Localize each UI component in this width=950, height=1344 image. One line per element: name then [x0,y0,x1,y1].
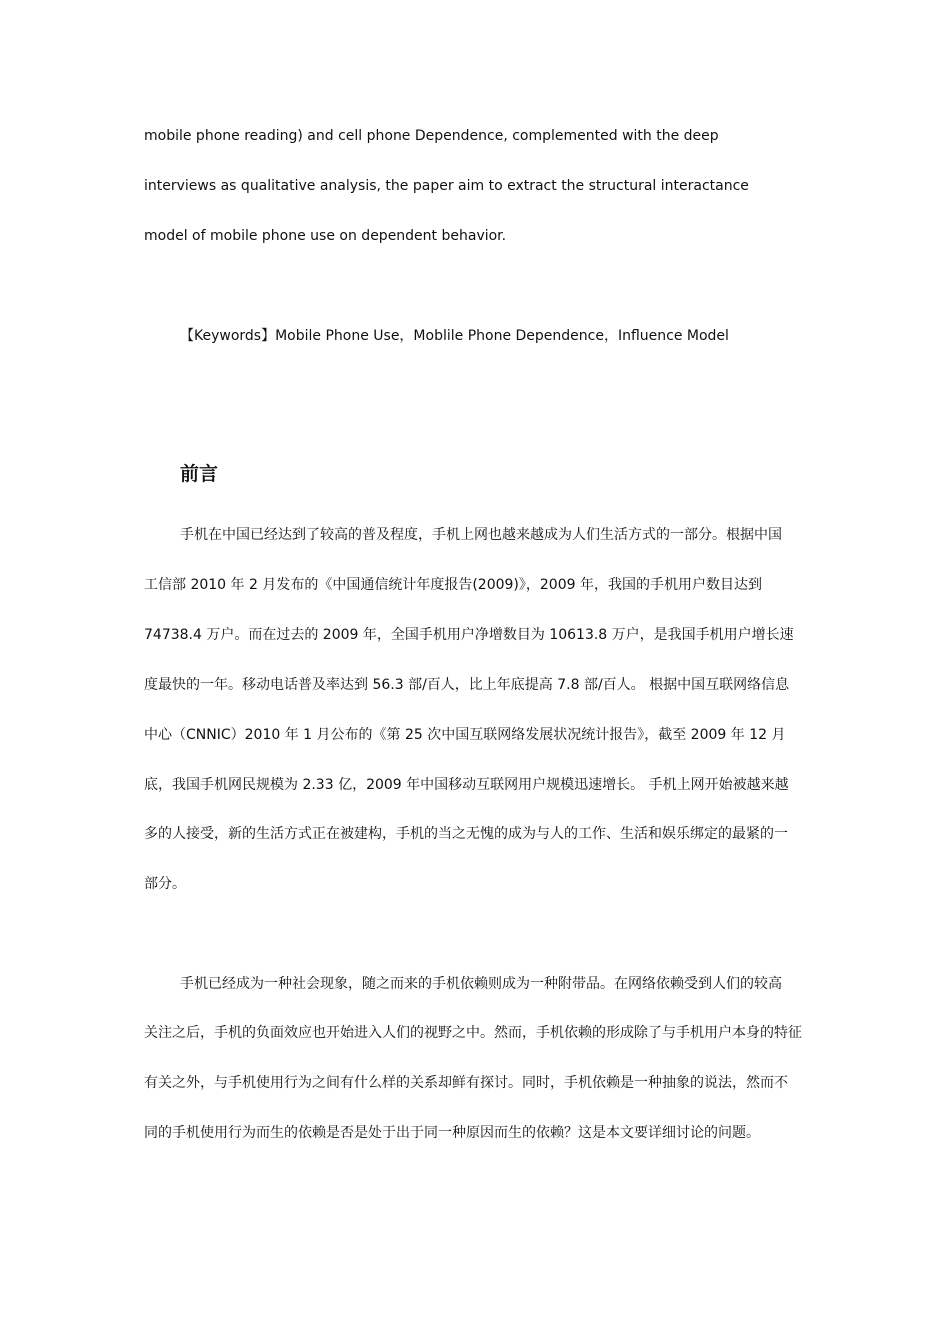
paragraph-line: 多的人接受，新的生活方式正在被建构，手机的当之无愧的成为与人的工作、生活和娱乐绑定的最紧的一 [144,826,788,842]
paragraph-line: 度最快的一年。移动电话普及率达到 56.3 部/百人，比上年底提高 7.8 部/百人。 根据中国互联网络信息 [144,677,790,693]
paragraph-line: 部分。 [144,876,186,892]
paragraph-line: 底，我国手机网民规模为 2.33 亿，2009 年中国移动互联网用户规模迅速增长。 手机上网开始被越来越 [144,777,789,793]
paragraph-line: 有关之外，与手机使用行为之间有什么样的关系却鲜有探讨。同时，手机依赖是一种抽象的说法，然而不 [144,1075,788,1091]
keywords-line: 【Keywords】Mobile Phone Use，Moblile Phone Dependence，Influence Model [180,328,729,344]
abstract-line: model of mobile phone use on dependent behavior. [144,228,507,244]
paragraph-line: 同的手机使用行为而生的依赖是否是处于出于同一种原因而生的依赖？这是本文要详细讨论的问题。 [144,1125,760,1141]
paragraph-line: 中心（CNNIC）2010 年 1 月公布的《第 25 次中国互联网络发展状况统计报告》，截至 2009 年 12 月 [144,727,786,743]
abstract-line: interviews as qualitative analysis, the paper aim to extract the structural interactance [144,178,749,194]
abstract-line: mobile phone reading) and cell phone Dependence, complemented with the deep [144,128,719,144]
paragraph-line: 工信部 2010 年 2 月发布的《中国通信统计年度报告(2009)》，2009 年，我国的手机用户数目达到 [144,577,762,593]
section-title: 前言 [180,463,219,485]
paragraph-line: 手机已经成为一种社会现象，随之而来的手机依赖则成为一种附带品。在网络依赖受到人们的较高 [180,976,782,992]
paragraph-line: 手机在中国已经达到了较高的普及程度，手机上网也越来越成为人们生活方式的一部分。根据中国 [180,527,782,543]
paragraph-line: 关注之后，手机的负面效应也开始进入人们的视野之中。然而，手机依赖的形成除了与手机用户本身的特征 [144,1025,802,1041]
paragraph-line: 74738.4 万户。而在过去的 2009 年，全国手机用户净增数目为 10613.8 万户，是我国手机用户增长速 [144,627,794,643]
